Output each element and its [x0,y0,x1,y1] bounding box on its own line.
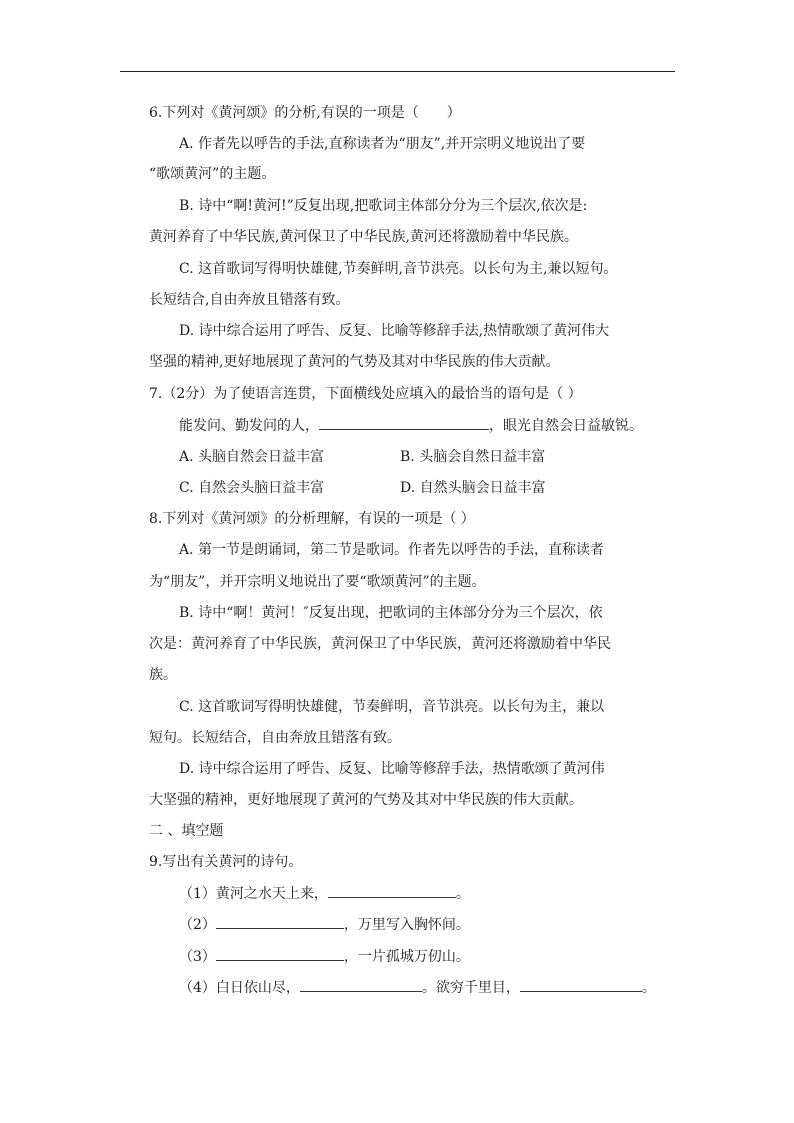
q7-sentence [179,415,643,436]
q8-option-b-line3: 族。 [149,667,177,683]
q6-option-d-line2: 坚强的精神,更好地展现了黄河的气势及其对中华民族的伟大贡献。 [149,354,560,370]
q9-item-2-blank[interactable] [216,914,344,929]
q9-item-2-post: ，万里写入胸怀间。 [343,917,470,933]
q9-item-4-post: 。 [641,980,656,996]
q6-option-b-line1: B. 诗中“啊!黄河!”反复出现,把歌词主体部分分为三个层次,依次是: [179,198,588,214]
q6-option-b-line2: 黄河养育了中华民族,黄河保卫了中华民族,黄河还将激励着中华民族。 [149,229,578,245]
q9-item-3-blank[interactable] [216,946,344,961]
q9-item-4 [179,977,656,998]
q9-item-2-pre: （2） [179,917,216,933]
q9-item-4-pre: （4）白日依山尽， [179,980,300,996]
q9-item-1 [179,883,470,904]
q9-item-4-blank-2[interactable] [520,977,642,992]
q6-option-c-line2: 长短结合,自由奔放且错落有致。 [149,292,350,308]
q7-sentence-pre: 能发问、勤发问的人， [179,418,319,434]
q9-item-3-pre: （3） [179,949,216,965]
q7-stem: 7.（2分）为了使语言连贯，下面横线处应填入的最恰当的语句是（ ） [149,386,582,402]
q8-option-a-line1: A. 第一节是朗诵词，第二节是歌词。作者先以呼告的手法，直称读者 [179,542,605,558]
q8-option-a-line2: 为“朋友”，并开宗明义地说出了要“歌颂黄河”的主题。 [149,574,486,590]
header-rule [120,71,675,72]
q9-item-2 [179,914,470,935]
q9-item-4-blank-1[interactable] [300,977,422,992]
q6-option-d-line1: D. 诗中综合运用了呼告、反复、比喻等修辞手法,热情歌颂了黄河伟大 [179,323,610,339]
q7-option-d: D. 自然头脑会日益丰富 [400,480,546,496]
q9-item-1-blank[interactable] [328,883,456,898]
q8-stem: 8.下列对《黄河颂》的分析理解，有误的一项是（ ） [149,511,475,527]
section-title: 二 、填空题 [149,823,224,839]
q9-stem: 9.写出有关黄河的诗句。 [149,854,303,870]
q8-option-c-line2: 短句。长短结合，自由奔放且错落有致。 [149,730,401,746]
q7-sentence-post: ，眼光自然会日益敏锐。 [489,418,643,434]
q7-answer-blank[interactable] [319,415,489,430]
q8-option-c-line1: C. 这首歌词写得明快雄健，节奏鲜明，音节洪亮。以长句为主，兼以 [179,699,605,715]
q7-option-b: B. 头脑会自然日益丰富 [400,449,546,465]
q8-option-d-line2: 大坚强的精神，更好地展现了黄河的气势及其对中华民族的伟大贡献。 [149,792,583,808]
q9-item-3-post: ，一片孤城万仞山。 [343,949,470,965]
q6-option-a-line1: A. 作者先以呼告的手法,直称读者为“朋友”,并开宗明义地说出了要 [179,136,586,152]
q6-option-c-line1: C. 这首歌词写得明快雄健,节奏鲜明,音节洪亮。以长句为主,兼以短句。 [179,261,618,277]
q6-option-a-line2: “歌颂黄河”的主题。 [149,166,276,182]
q7-option-a: A. 头脑自然会日益丰富 [179,449,325,465]
q9-item-3 [179,946,470,967]
q9-item-4-mid: 。欲穷千里目， [421,980,520,996]
q8-option-d-line1: D. 诗中综合运用了呼告、反复、比喻等修辞手法，热情歌颂了黄河伟 [179,761,605,777]
q8-option-b-line1: B. 诗中“啊！黄河！″反复出现，把歌词的主体部分分为三个层次，依 [179,605,603,621]
q9-item-1-pre: （1）黄河之水天上来， [179,886,328,902]
q8-option-b-line2: 次是：黄河养育了中华民族，黄河保卫了中华民族，黄河还将激励着中华民 [149,636,611,652]
q6-stem: 6.下列对《黄河颂》的分析,有误的一项是（ ） [149,105,461,121]
q9-item-1-post: 。 [455,886,470,902]
q7-option-c: C. 自然会头脑日益丰富 [179,480,325,496]
